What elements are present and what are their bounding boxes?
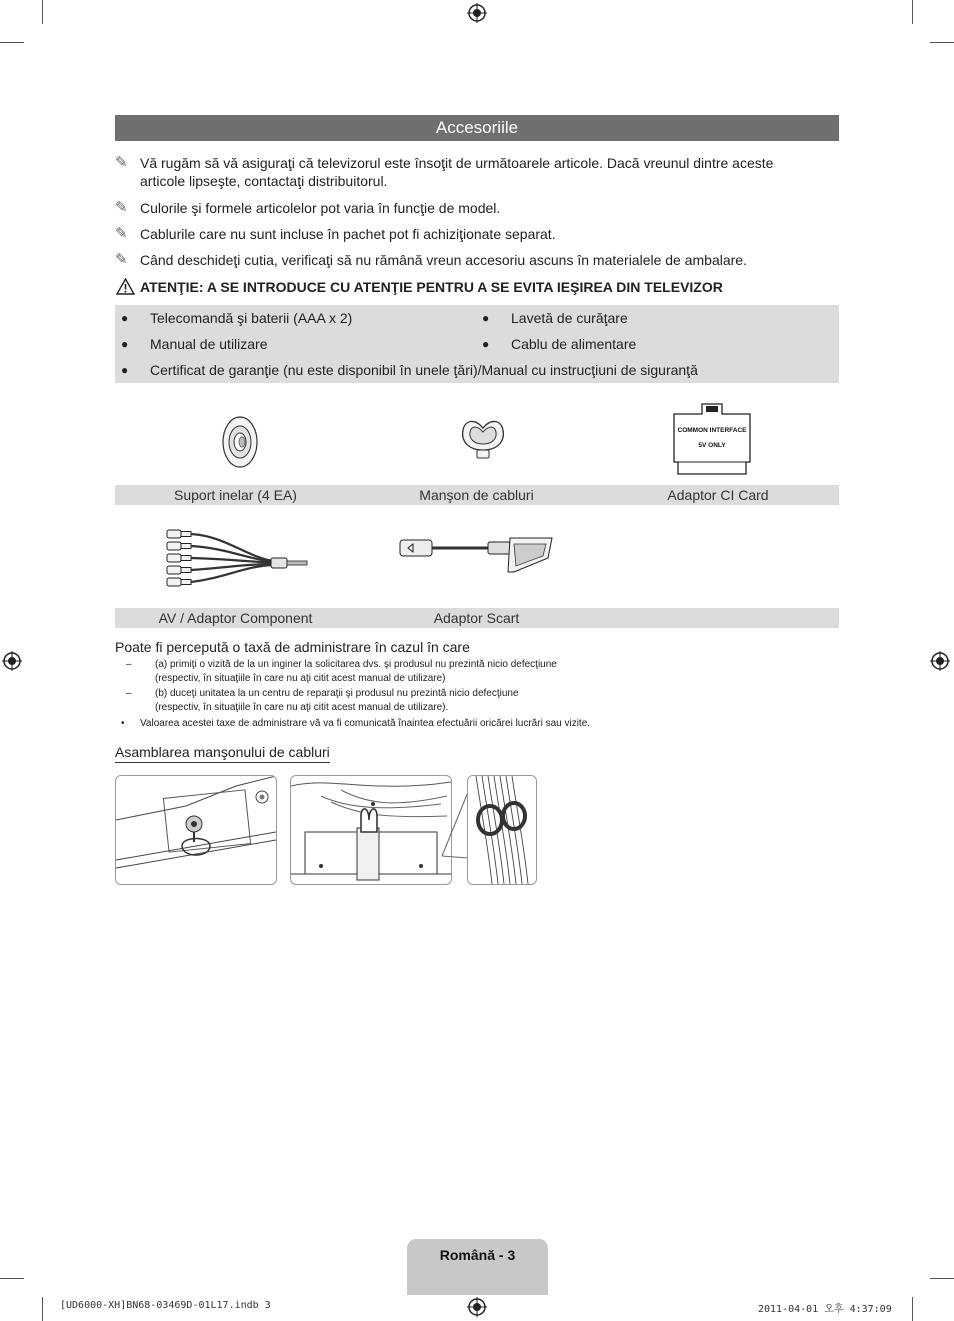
- note-text: Când deschideţi cutia, verificaţi să nu rămână vreun accesoriu ascuns în materialele de ambalare.: [140, 252, 747, 268]
- fee-bullet: Valoarea acestei taxe de administrare vă va fi comunicată înaintea efectuării oricărei lucrări sau vizite.: [140, 718, 591, 729]
- registration-mark-icon: [2, 651, 22, 671]
- fee-item-a: (a) primiţi o vizită de la un inginer la solicitarea dvs. şi produsul nu prezintă nicio defecţiune: [155, 659, 557, 670]
- assembly-step-1-image: [115, 775, 277, 885]
- assembly-detail-image: [467, 775, 537, 885]
- av-component-adapter-image: [165, 528, 311, 594]
- fee-item-b: (b) duceţi unitatea la un centru de reparaţii şi produsul nu prezintă nicio defecţiune: [155, 688, 519, 699]
- note-item: [115, 225, 815, 243]
- accessory-label: Manşon de cabluri: [419, 487, 534, 503]
- section-title: Accesoriile: [115, 115, 839, 141]
- crop-mark: [42, 0, 43, 24]
- crop-mark: [912, 0, 913, 24]
- dash-icon: –: [126, 688, 132, 699]
- subheading: Asamblarea manşonului de cabluri: [115, 743, 330, 763]
- fee-intro: Poate fi percepută o taxă de administrare în cazul în care: [115, 639, 470, 655]
- cable-tie-image: [459, 414, 507, 462]
- crop-mark: [0, 42, 24, 43]
- warning-text: ATENŢIE: A SE INTRODUCE CU ATENŢIE PENTRU A SE EVITA IEŞIREA DIN TELEVIZOR: [140, 279, 723, 295]
- note-text: articole lipseşte, contactaţi distribuitorul.: [140, 173, 388, 189]
- fee-item-a-detail: (respectiv, în situaţiile în care nu aţi citit acest manual de utilizare): [155, 673, 446, 684]
- list-item: ● Cablu de alimentare: [482, 336, 637, 352]
- crop-mark: [930, 42, 954, 43]
- note-item: [115, 154, 815, 190]
- crop-mark: [42, 1297, 43, 1321]
- bullet-icon: ●: [121, 337, 129, 351]
- note-text: Culorile şi formele articolelor pot varia în funcţie de model.: [140, 200, 501, 216]
- note-text: Vă rugăm să vă asiguraţi că televizorul este însoţit de următoarele articole. Dacă vreunul dintre aceste: [140, 155, 774, 171]
- bullet-icon: •: [121, 718, 125, 729]
- pencil-note-icon: ✎: [115, 225, 128, 242]
- pencil-note-icon: ✎: [115, 154, 128, 171]
- registration-mark-icon: [467, 3, 487, 23]
- bullet-icon: ●: [121, 363, 129, 377]
- fee-item-b-detail: (respectiv, în situaţiile în care nu aţi citit acest manual de utilizare).: [155, 702, 449, 713]
- accessory-label: Adaptor CI Card: [667, 487, 769, 503]
- pencil-note-icon: ✎: [115, 199, 128, 216]
- list-item: ● Certificat de garanţie (nu este disponibil în unele ţări)/Manual cu instrucţiuni de siguranţă: [121, 362, 698, 378]
- list-item: ● Telecomandă şi baterii (AAA x 2): [121, 310, 353, 326]
- registration-mark-icon: [930, 651, 950, 671]
- accessory-label: Adaptor Scart: [433, 610, 520, 626]
- assembly-step-2-image: [290, 775, 452, 885]
- print-info-right: 2011-04-01 오후 4:37:09: [758, 1304, 892, 1315]
- ci-card-line1: COMMON INTERFACE: [677, 427, 747, 434]
- scart-adapter-image: [396, 532, 556, 582]
- crop-mark: [930, 1278, 954, 1279]
- accessory-label: Suport inelar (4 EA): [174, 487, 297, 503]
- accessory-label: AV / Adaptor Component: [158, 610, 313, 626]
- ci-card-line2: 5V ONLY: [698, 442, 726, 449]
- ci-card-adapter-image: [672, 402, 752, 476]
- page-number-tab: Română - 3: [407, 1239, 548, 1295]
- holder-ring-image: [218, 414, 262, 470]
- list-item: ● Manual de utilizare: [121, 336, 268, 352]
- pencil-note-icon: ✎: [115, 251, 128, 268]
- registration-mark-icon: [467, 1297, 487, 1317]
- bullet-icon: ●: [482, 311, 490, 325]
- bullet-icon: ●: [482, 337, 490, 351]
- note-item: [115, 251, 815, 269]
- bullet-icon: ●: [121, 311, 129, 325]
- crop-mark: [912, 1297, 913, 1321]
- crop-mark: [0, 1278, 24, 1279]
- list-item: ● Lavetă de curăţare: [482, 310, 628, 326]
- print-info-left: [UD6000-XH]BN68-03469D-01L17.indb 3: [60, 1300, 271, 1311]
- dash-icon: –: [126, 659, 132, 670]
- note-item: [115, 199, 815, 217]
- note-text: Cablurile care nu sunt incluse în pachet pot fi achiziţionate separat.: [140, 226, 556, 242]
- warning-triangle-icon: [116, 278, 135, 295]
- caution-warning: [115, 278, 835, 296]
